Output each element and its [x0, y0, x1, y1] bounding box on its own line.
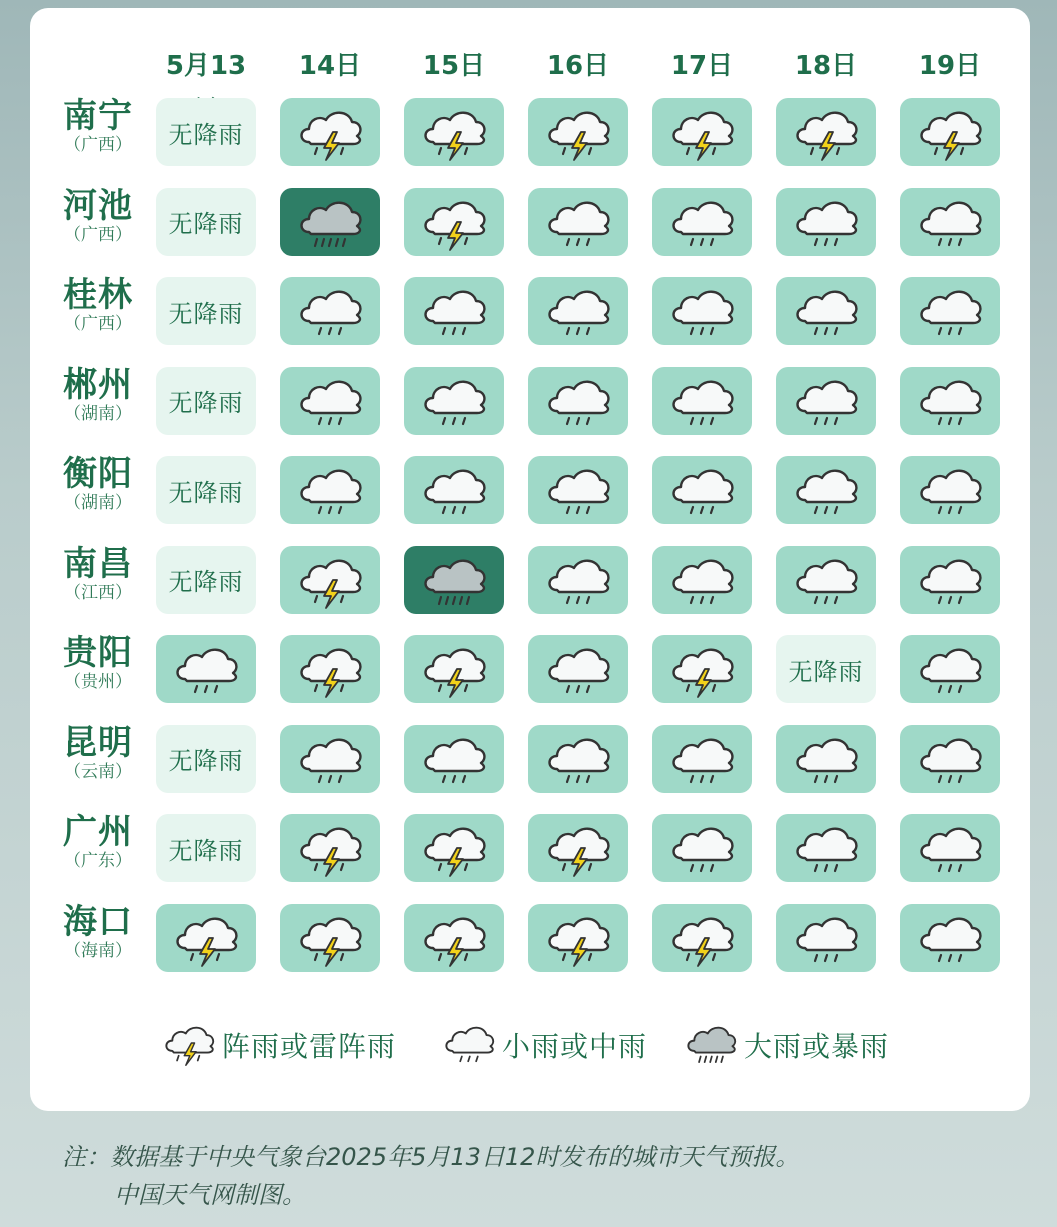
- light-rain-icon: [415, 729, 493, 789]
- footnote-credit: 中国天气网制图。: [114, 1181, 306, 1209]
- forecast-cell: [528, 814, 628, 882]
- no-rain-label: 无降雨: [168, 299, 244, 328]
- heavy-rain-icon: [291, 192, 369, 252]
- city-province: （广西）: [64, 135, 132, 155]
- light-rain-icon: [539, 281, 617, 341]
- city-province: （湖南）: [64, 493, 132, 513]
- light-rain-icon: [539, 371, 617, 431]
- city-row: [30, 544, 1030, 616]
- forecast-cell: [900, 546, 1000, 614]
- forecast-cell: [404, 904, 504, 972]
- thunder-shower-icon: [415, 908, 493, 968]
- forecast-cell: [900, 814, 1000, 882]
- forecast-cell: [900, 277, 1000, 345]
- forecast-cell: [404, 98, 504, 166]
- thunder-shower-icon: [663, 908, 741, 968]
- footnote: 注：数据基于中央气象台2025年5月13日12时发布的城市天气预报。: [62, 1143, 800, 1171]
- forecast-cell: [776, 456, 876, 524]
- date-header: 18日: [794, 51, 858, 81]
- forecast-cell: [900, 456, 1000, 524]
- light-rain-icon: [911, 729, 989, 789]
- no-rain-label: 无降雨: [788, 657, 864, 686]
- legend-label: 大雨或暴雨: [744, 1030, 890, 1063]
- city-label: [48, 454, 148, 514]
- no-rain-label: 无降雨: [168, 389, 244, 417]
- city-name: 桂林: [63, 275, 133, 315]
- forecast-cell: [776, 367, 876, 435]
- thunder-shower-icon: [787, 102, 865, 162]
- legend-item-shower: [158, 1012, 396, 1078]
- thunder-shower-icon: [291, 550, 369, 610]
- thunder-shower-icon: [291, 639, 369, 699]
- forecast-cell: [404, 456, 504, 524]
- light-rain-icon: [911, 192, 989, 252]
- light-rain-icon: [539, 550, 617, 610]
- city-label: [48, 812, 148, 872]
- light-rain-icon: [663, 460, 741, 520]
- city-province: （江西）: [64, 582, 132, 603]
- city-name: 衡阳: [63, 454, 133, 494]
- no-rain-label: 无降雨: [168, 210, 244, 238]
- thunder-shower-icon: [158, 1016, 220, 1074]
- forecast-cell: [280, 456, 380, 524]
- forecast-cell: [776, 725, 876, 793]
- light-rain-icon: [663, 281, 741, 341]
- forecast-cell: [900, 635, 1000, 703]
- legend-item-light: [438, 1012, 647, 1078]
- forecast-cell: [776, 635, 876, 703]
- legend-label: 小雨或中雨: [502, 1030, 648, 1063]
- city-name: 南宁: [63, 96, 133, 136]
- forecast-cell: [156, 277, 256, 345]
- forecast-cell: [280, 188, 380, 256]
- forecast-cell: [156, 367, 256, 435]
- legend-label: 阵雨或雷阵雨: [222, 1030, 397, 1063]
- forecast-cell: [900, 725, 1000, 793]
- city-row: [30, 365, 1030, 437]
- light-rain-icon: [787, 460, 865, 520]
- forecast-cell: [776, 814, 876, 882]
- city-name: 郴州: [63, 364, 133, 405]
- date-header: 15日: [422, 51, 486, 81]
- forecast-cell: [280, 904, 380, 972]
- light-rain-icon: [663, 729, 741, 789]
- city-row: [30, 96, 1030, 168]
- forecast-cell: [404, 635, 504, 703]
- no-rain-label: 无降雨: [168, 836, 244, 865]
- city-province: （贵州）: [64, 672, 132, 692]
- city-row: [30, 275, 1030, 347]
- date-header: 14日: [298, 51, 362, 81]
- forecast-cell: [652, 277, 752, 345]
- forecast-cell: [528, 635, 628, 703]
- forecast-cell: [900, 904, 1000, 972]
- light-rain-icon: [291, 460, 369, 520]
- city-name: 河池: [63, 185, 133, 226]
- light-rain-icon: [438, 1016, 500, 1074]
- city-province: （广西）: [64, 314, 132, 334]
- city-label: [48, 275, 148, 335]
- forecast-cell: [776, 188, 876, 256]
- city-name: 贵阳: [63, 633, 133, 673]
- thunder-shower-icon: [415, 639, 493, 699]
- forecast-cell: [156, 904, 256, 972]
- forecast-cell: [652, 188, 752, 256]
- light-rain-icon: [663, 550, 741, 610]
- date-header: 19日: [918, 51, 982, 81]
- forecast-cell: [776, 904, 876, 972]
- forecast-cell: [776, 546, 876, 614]
- thunder-shower-icon: [291, 818, 369, 878]
- thunder-shower-icon: [291, 102, 369, 162]
- thunder-shower-icon: [415, 818, 493, 878]
- thunder-shower-icon: [663, 639, 741, 699]
- thunder-shower-icon: [415, 192, 493, 252]
- heavy-rain-icon: [415, 550, 493, 610]
- city-label: [48, 544, 148, 604]
- forecast-cell: [156, 188, 256, 256]
- light-rain-icon: [291, 281, 369, 341]
- forecast-cell: [280, 635, 380, 703]
- city-name: 海口: [63, 901, 133, 942]
- thunder-shower-icon: [415, 102, 493, 162]
- light-rain-icon: [787, 192, 865, 252]
- city-row: [30, 454, 1030, 526]
- forecast-card: [30, 8, 1030, 1111]
- city-province: （海南）: [64, 940, 132, 961]
- city-label: [48, 902, 148, 962]
- forecast-cell: [404, 277, 504, 345]
- forecast-cell: [280, 277, 380, 345]
- light-rain-icon: [415, 371, 493, 431]
- forecast-cell: [404, 814, 504, 882]
- forecast-cell: [652, 456, 752, 524]
- city-row: [30, 723, 1030, 795]
- light-rain-icon: [787, 371, 865, 431]
- forecast-cell: [156, 814, 256, 882]
- city-name: 广州: [63, 812, 133, 852]
- forecast-cell: [404, 367, 504, 435]
- date-header-row: [30, 44, 1030, 88]
- forecast-cell: [652, 635, 752, 703]
- forecast-cell: [652, 814, 752, 882]
- light-rain-icon: [539, 729, 617, 789]
- light-rain-icon: [787, 818, 865, 878]
- forecast-cell: [528, 904, 628, 972]
- city-row: [30, 186, 1030, 258]
- forecast-cell: [652, 98, 752, 166]
- light-rain-icon: [787, 281, 865, 341]
- legend: [30, 1012, 1030, 1078]
- light-rain-icon: [787, 908, 865, 968]
- light-rain-icon: [911, 639, 989, 699]
- city-row: [30, 633, 1030, 705]
- light-rain-icon: [663, 818, 741, 878]
- forecast-cell: [900, 367, 1000, 435]
- no-rain-label: 无降雨: [168, 568, 244, 596]
- forecast-cell: [776, 277, 876, 345]
- heavy-rain-icon: [680, 1016, 742, 1074]
- forecast-cell: [156, 456, 256, 524]
- thunder-shower-icon: [539, 908, 617, 968]
- date-header: 16日: [546, 51, 610, 81]
- light-rain-icon: [415, 460, 493, 520]
- forecast-cell: [652, 904, 752, 972]
- legend-item-heavy: [680, 1012, 889, 1078]
- thunder-shower-icon: [911, 102, 989, 162]
- forecast-cell: [900, 98, 1000, 166]
- light-rain-icon: [539, 639, 617, 699]
- thunder-shower-icon: [539, 818, 617, 878]
- light-rain-icon: [663, 371, 741, 431]
- light-rain-icon: [911, 818, 989, 878]
- light-rain-icon: [539, 192, 617, 252]
- city-province: （广东）: [64, 851, 132, 871]
- forecast-cell: [156, 635, 256, 703]
- forecast-cell: [528, 456, 628, 524]
- light-rain-icon: [911, 371, 989, 431]
- forecast-cell: [528, 725, 628, 793]
- light-rain-icon: [911, 550, 989, 610]
- no-rain-label: 无降雨: [168, 120, 244, 149]
- no-rain-label: 无降雨: [168, 747, 244, 775]
- forecast-cell: [528, 188, 628, 256]
- city-province: （云南）: [64, 761, 132, 782]
- light-rain-icon: [911, 281, 989, 341]
- no-rain-label: 无降雨: [168, 478, 244, 507]
- forecast-cell: [652, 546, 752, 614]
- forecast-cell: [652, 725, 752, 793]
- forecast-cell: [528, 367, 628, 435]
- city-label: [48, 365, 148, 425]
- light-rain-icon: [291, 371, 369, 431]
- forecast-cell: [776, 98, 876, 166]
- forecast-cell: [156, 98, 256, 166]
- city-label: [48, 633, 148, 693]
- forecast-cell: [280, 98, 380, 166]
- city-label: [48, 96, 148, 156]
- thunder-shower-icon: [167, 908, 245, 968]
- forecast-cell: [280, 546, 380, 614]
- forecast-cell: [280, 367, 380, 435]
- city-province: （湖南）: [64, 403, 132, 424]
- forecast-cell: [404, 725, 504, 793]
- light-rain-icon: [663, 192, 741, 252]
- light-rain-icon: [167, 639, 245, 699]
- thunder-shower-icon: [663, 102, 741, 162]
- forecast-cell: [528, 277, 628, 345]
- city-row: [30, 812, 1030, 884]
- city-label: [48, 186, 148, 246]
- forecast-cell: [900, 188, 1000, 256]
- light-rain-icon: [291, 729, 369, 789]
- date-header: 5月13: [165, 51, 247, 81]
- city-row: [30, 902, 1030, 974]
- light-rain-icon: [787, 729, 865, 789]
- forecast-cell: [404, 188, 504, 256]
- city-name: 南昌: [63, 543, 133, 584]
- light-rain-icon: [415, 281, 493, 341]
- city-province: （广西）: [64, 224, 132, 245]
- forecast-cell: [156, 546, 256, 614]
- forecast-cell: [280, 814, 380, 882]
- date-header: 17日: [670, 51, 734, 81]
- forecast-cell: [652, 367, 752, 435]
- forecast-cell: [280, 725, 380, 793]
- light-rain-icon: [539, 460, 617, 520]
- forecast-cell: [528, 546, 628, 614]
- light-rain-icon: [911, 460, 989, 520]
- light-rain-icon: [787, 550, 865, 610]
- city-name: 昆明: [63, 722, 133, 763]
- city-label: [48, 723, 148, 783]
- forecast-cell: [404, 546, 504, 614]
- forecast-cell: [528, 98, 628, 166]
- thunder-shower-icon: [539, 102, 617, 162]
- thunder-shower-icon: [291, 908, 369, 968]
- light-rain-icon: [911, 908, 989, 968]
- forecast-cell: [156, 725, 256, 793]
